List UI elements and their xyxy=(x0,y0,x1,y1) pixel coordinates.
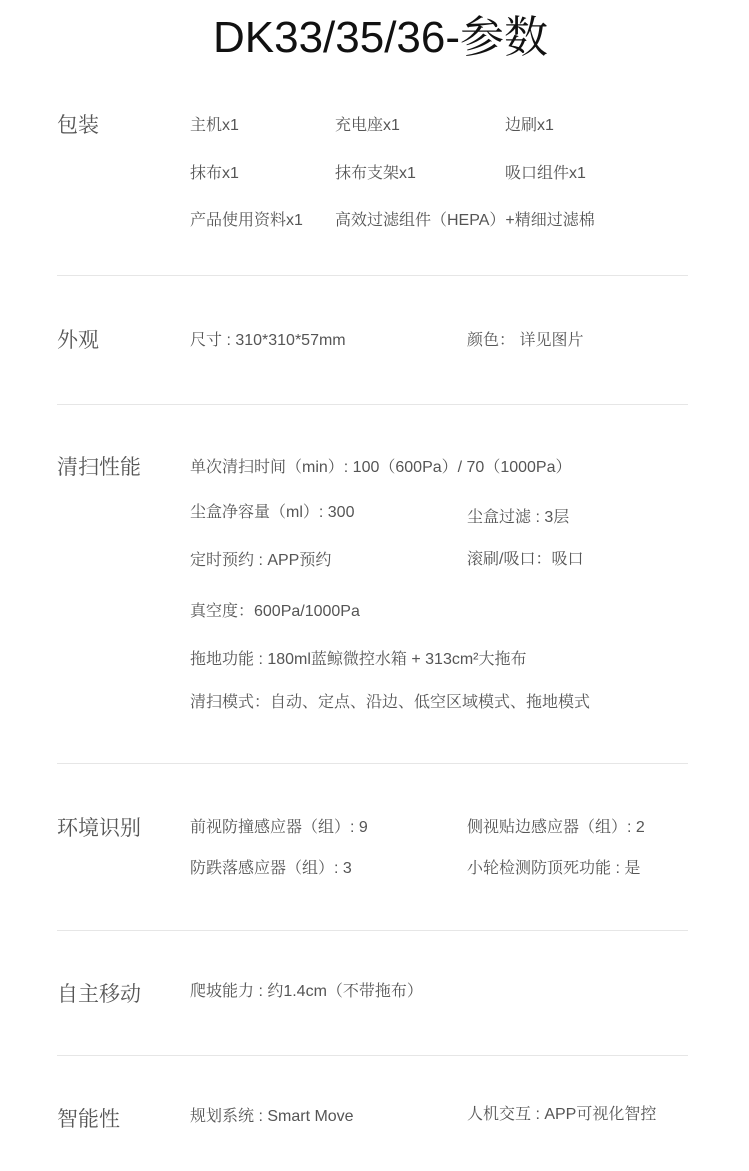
spec-color: 颜色： 详见图片 xyxy=(467,332,584,349)
packaging-item-manual: 产品使用资料x1 xyxy=(190,212,303,229)
spec-climb: 爬坡能力 : 约1.4cm（不带拖布） xyxy=(190,983,423,1000)
spec-mopping: 拖地功能 : 180ml蓝鲸微控水箱 + 313cm²大拖布 xyxy=(190,651,527,668)
spec-front-sensors: 前视防撞感应器（组）: 9 xyxy=(190,819,368,836)
spec-planning: 规划系统 : Smart Move xyxy=(190,1108,354,1125)
section-divider xyxy=(57,763,688,764)
spec-runtime: 单次清扫时间（min）: 100（600Pa）/ 70（1000Pa） xyxy=(190,459,572,476)
page-title: DK33/35/36-参数 xyxy=(212,13,549,62)
spec-size: 尺寸 : 310*310*57mm xyxy=(190,332,346,349)
packaging-item-main-unit: 主机x1 xyxy=(190,117,239,134)
packaging-item-mop-cloth: 抹布x1 xyxy=(190,165,239,182)
spec-side-sensors: 侧视贴边感应器（组）: 2 xyxy=(467,819,645,836)
spec-schedule: 定时预约 : APP预约 xyxy=(190,552,332,569)
section-divider xyxy=(57,1055,688,1056)
section-label-smart: 智能性 xyxy=(57,1108,120,1131)
section-label-cleaning: 清扫性能 xyxy=(57,456,141,479)
section-label-packaging: 包装 xyxy=(57,114,99,137)
section-label-appearance: 外观 xyxy=(57,329,99,352)
spec-dustbin-capacity: 尘盒净容量（ml）: 300 xyxy=(190,504,355,521)
spec-wheel-detect: 小轮检测防顶死功能 : 是 xyxy=(467,860,641,877)
spec-interaction: 人机交互 : APP可视化智控 xyxy=(467,1106,657,1123)
spec-vacuum: 真空度：600Pa/1000Pa xyxy=(190,603,360,620)
packaging-item-side-brush: 边刷x1 xyxy=(505,117,554,134)
spec-brush-inlet: 滚刷/吸口：吸口 xyxy=(467,551,584,568)
section-divider xyxy=(57,404,688,405)
packaging-item-suction-assembly: 吸口组件x1 xyxy=(505,165,586,182)
packaging-item-filter: 高效过滤组件（HEPA）+精细过滤棉 xyxy=(335,212,595,229)
section-divider xyxy=(57,930,688,931)
spec-cleaning-modes: 清扫模式：自动、定点、沿边、低空区域模式、拖地模式 xyxy=(190,694,591,711)
packaging-item-charging-dock: 充电座x1 xyxy=(335,117,400,134)
packaging-item-mop-bracket: 抹布支架x1 xyxy=(335,165,416,182)
spec-cliff-sensors: 防跌落感应器（组）: 3 xyxy=(190,860,352,877)
section-divider xyxy=(57,275,688,276)
spec-dustbin-filter: 尘盒过滤 : 3层 xyxy=(467,509,570,526)
section-label-sensing: 环境识别 xyxy=(57,817,141,840)
section-label-mobility: 自主移动 xyxy=(57,983,141,1006)
